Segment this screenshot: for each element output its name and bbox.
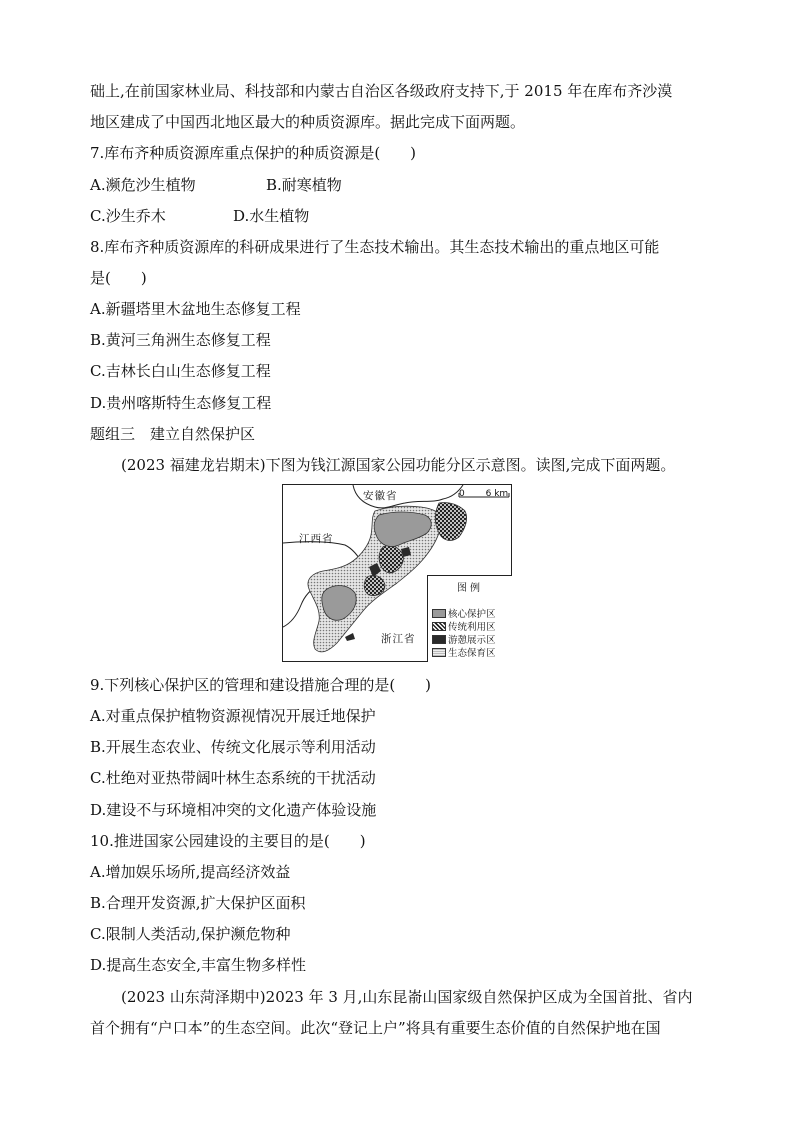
- q8-option-a: A.新疆塔里木盆地生态修复工程: [90, 300, 301, 318]
- intro-line-1: 础上,在前国家林业局、科技部和内蒙古自治区各级政府支持下,于 2015 年在库布齐沙漠: [90, 82, 673, 100]
- q8-option-d: D.贵州喀斯特生态修复工程: [90, 394, 272, 412]
- q8-option-b: B.黄河三角洲生态修复工程: [90, 331, 271, 349]
- q8-option-c: C.吉林长白山生态修复工程: [90, 362, 271, 380]
- scale-zero: 0: [459, 489, 465, 499]
- q9-option-c: C.杜绝对亚热带阔叶林生态系统的干扰活动: [90, 769, 376, 787]
- scale-distance: 6 km: [485, 489, 509, 499]
- q8-stem-2: 是( ): [90, 269, 147, 287]
- q9-option-a: A.对重点保护植物资源视情况开展迁地保护: [90, 707, 376, 725]
- recreation-swatch: [432, 635, 446, 644]
- label-anhui: 安徽省: [363, 490, 398, 502]
- legend-traditional-label: 传统利用区: [448, 622, 496, 633]
- context-qianjiangyuan: (2023 福建龙岩期末)下图为钱江源国家公园功能分区示意图。读图,完成下面两题。: [121, 456, 676, 474]
- q7-option-c: C.沙生乔木: [90, 207, 166, 225]
- legend-title: 图例: [457, 583, 483, 594]
- q10-option-c: C.限制人类活动,保护濒危物种: [90, 925, 291, 943]
- q10-option-a: A.增加娱乐场所,提高经济效益: [90, 863, 291, 881]
- q10-stem: 10.推进国家公园建设的主要目的是( ): [90, 832, 366, 850]
- intro-line-2: 地区建成了中国西北地区最大的种质资源库。据此完成下面两题。: [90, 113, 526, 131]
- map-legend: [427, 575, 512, 662]
- label-jiangxi: 江西省: [299, 533, 334, 545]
- traditional-use-zone-north: [435, 502, 466, 540]
- core-swatch: [432, 609, 446, 618]
- legend-eco: [432, 645, 496, 659]
- context-kunyushan-1: (2023 山东菏泽期中)2023 年 3 月,山东昆嵛山国家级自然保护区成为全国首批、省内: [121, 988, 693, 1006]
- national-park-map: [282, 484, 512, 662]
- legend-recreation: [432, 632, 496, 646]
- traditional-swatch: [432, 622, 446, 631]
- legend-recreation-label: 游憩展示区: [448, 635, 496, 646]
- legend-traditional: [432, 619, 496, 633]
- label-zhejiang: 浙江省: [381, 633, 416, 645]
- q7-option-a: A.濒危沙生植物: [90, 176, 196, 194]
- context-kunyushan-2: 首个拥有“户口本”的生态空间。此次“登记上户”将具有重要生态价值的自然保护地在国: [90, 1019, 661, 1037]
- legend-core-label: 核心保护区: [448, 609, 496, 620]
- recreation-zone-3: [345, 633, 355, 641]
- legend-eco-label: 生态保育区: [448, 648, 496, 659]
- q10-option-d: D.提高生态安全,丰富生物多样性: [90, 956, 307, 974]
- eco-swatch: [432, 648, 446, 657]
- q10-option-b: B.合理开发资源,扩大保护区面积: [90, 894, 306, 912]
- q7-stem: 7.库布齐种质资源库重点保护的种质资源是( ): [90, 144, 417, 162]
- q7-option-b: B.耐寒植物: [266, 176, 342, 194]
- q9-stem: 9.下列核心保护区的管理和建设措施合理的是( ): [90, 676, 432, 694]
- q9-option-b: B.开展生态农业、传统文化展示等利用活动: [90, 738, 376, 756]
- scale-label: [459, 489, 508, 499]
- legend-core: [432, 606, 496, 620]
- q9-option-d: D.建设不与环境相冲突的文化遗产体验设施: [90, 801, 377, 819]
- q8-stem-1: 8.库布齐种质资源库的科研成果进行了生态技术输出。其生态技术输出的重点地区可能: [90, 238, 660, 256]
- q7-option-d: D.水生植物: [233, 207, 310, 225]
- group3-heading: 题组三 建立自然保护区: [90, 425, 256, 443]
